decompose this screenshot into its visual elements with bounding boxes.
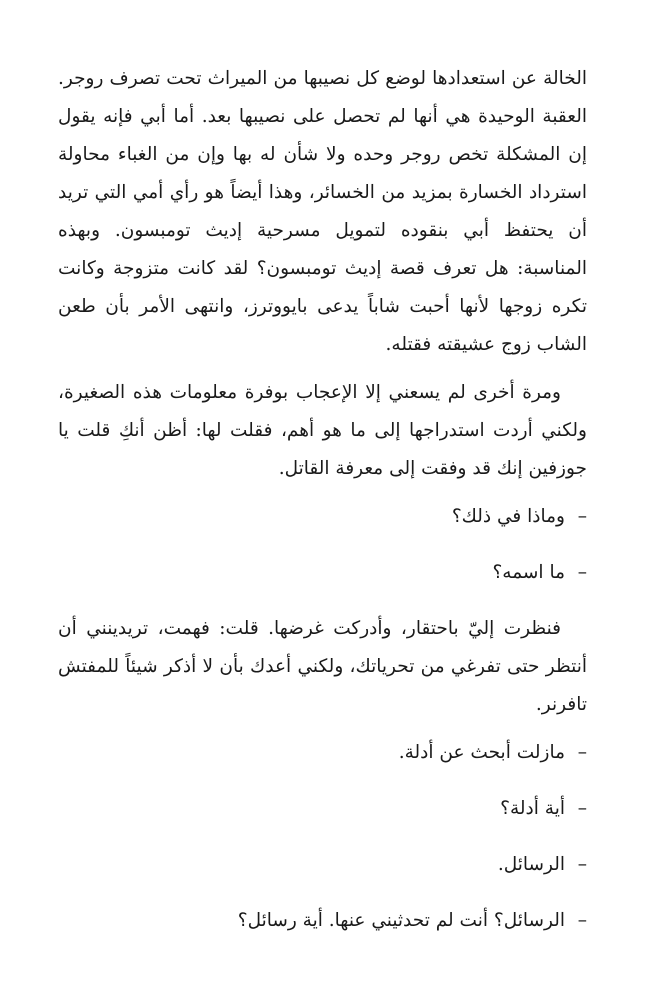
dialogue-line xyxy=(58,790,587,828)
paragraph-inheritance: الخالة عن استعدادها لوضع كل نصيبها من الميراث تحت تصرف روجر. العقبة الوحيدة هي أنها لم تحصل على نصيبها بعد. أما أبي فإنه يقول إن المشكلة تخص روجر وحده ولا شأن له بها وإن من الغباء محاولة استرداد الخسارة بمزيد من الخسائر، وهذا أيضاً هو رأي أمي التي تريد أن يحتفظ أبي بنقوده لتمويل مسرحية إديث تومبسون. وبهذه المناسبة: هل تعرف قصة إديث تومبسون؟ لقد كانت متزوجة وكانت تكره زوجها لأنها أحبت شاباً يدعى بايووترز، وانتهى الأمر بأن طعن الشاب زوج عشيقته فقتله. xyxy=(58,68,587,355)
dialogue-dash: – xyxy=(577,854,587,875)
dialogue-dash: – xyxy=(577,910,587,931)
dialogue-dash: – xyxy=(577,798,587,819)
dialogue-text: الرسائل. xyxy=(497,854,565,875)
dialogue-line xyxy=(58,846,587,884)
dialogue-dash: – xyxy=(577,742,587,763)
dialogue-line xyxy=(58,902,587,940)
dialogue-dash: – xyxy=(577,562,587,583)
dialogue-dash: – xyxy=(577,506,587,527)
dialogue-line xyxy=(58,498,587,536)
dialogue-text: وماذا في ذلك؟ xyxy=(451,506,565,527)
paragraph-josephine-knowledge: ومرة أخرى لم يسعني إلا الإعجاب بوفرة معلومات هذه الصغيرة، ولكني أردت استدراجها إلى ما هو أهم، فقلت لها: أظن أنكِ قلت يا جوزفين إنك قد وفقت إلى معرفة القاتل. xyxy=(58,382,587,479)
dialogue-text: مازلت أبحث عن أدلة. xyxy=(398,742,565,763)
dialogue-text: الرسائل؟ أنت لم تحدثيني عنها. أية رسائل؟ xyxy=(237,910,565,931)
dialogue-line xyxy=(58,734,587,772)
dialogue-line xyxy=(58,554,587,592)
dialogue-text: ما اسمه؟ xyxy=(492,562,565,583)
paragraph-contempt: فنظرت إليّ باحتقار، وأدركت غرضها. قلت: فهمت، تريدينني أن أنتظر حتى تفرغي من تحرياتك، ولكني أعدك بأن لا أذكر شيئاً للمفتش تافرنر. xyxy=(58,618,587,715)
dialogue-text: أية أدلة؟ xyxy=(500,798,565,819)
